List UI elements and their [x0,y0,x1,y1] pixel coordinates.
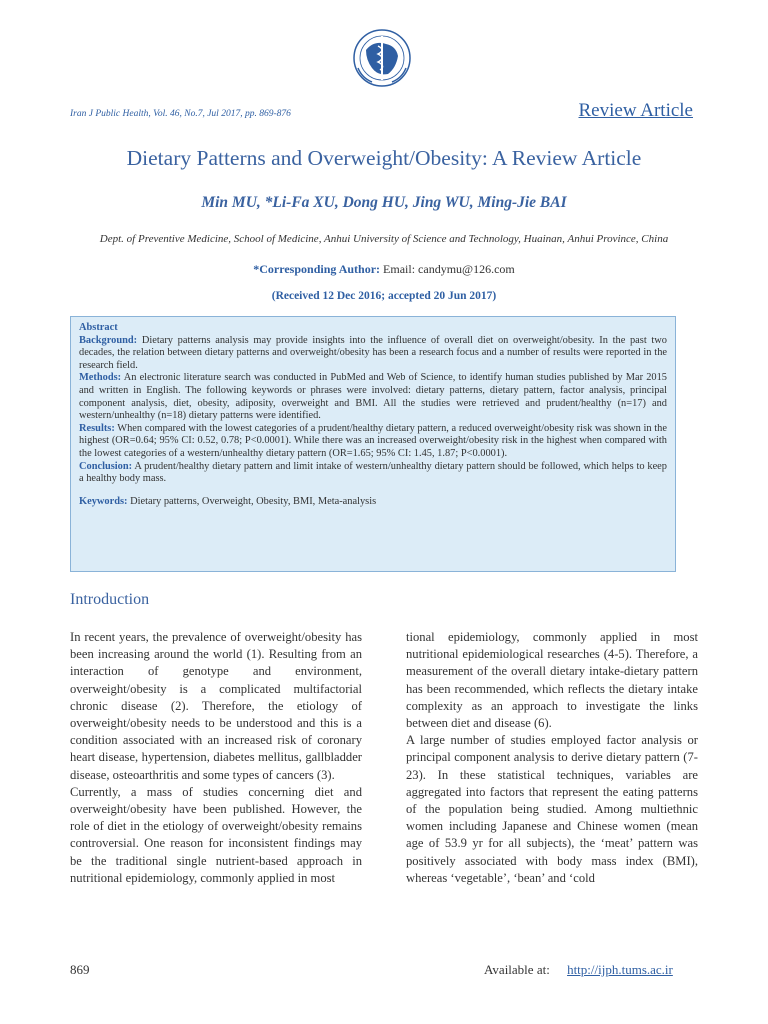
paragraph: tional epidemiology, commonly applied in most nutritional epidemiological researches (4-5). Therefore, a measurement of the overall dietary intake-dietary pattern has been recommended, which reflects the dietary intake complexity as an approach to investigate the links between diet and disease (6). [406,630,698,731]
abstract-keywords [79,496,667,509]
introduction-heading: Introduction [70,591,150,608]
results-text: When compared with the lowest categories of a prudent/healthy dietary pattern, a reduced overweight/obesity risk was shown in the highest (OR=0.64; 95% CI: 0.52, 0.78; P<0.0001). While there was an increased overweight/obesity risk in the highest when compared with the lowest categories of a western/unhealthy dietary pattern (OR=1.65; 95% CI: 1.45, 1.87; P<0.0001). [79,422,667,459]
methods-label: Methods: [79,372,122,384]
keywords-label: Keywords: [79,495,128,507]
corresponding-email: Email: candymu@126.com [383,262,515,276]
corresponding-label: *Corresponding Author: [253,262,381,276]
abstract-heading: Abstract [79,322,118,333]
abstract-methods [79,372,667,422]
body-column-left [70,629,362,939]
keywords-text: Dietary patterns, Overweight, Obesity, BMI, Meta-analysis [130,495,377,507]
conclusion-text: A prudent/healthy dietary pattern and limit intake of western/unhealthy dietary pattern should be followed, which helps to keep a healthy body mass. [79,460,667,485]
journal-logo-icon [352,28,412,88]
received-dates: (Received 12 Dec 2016; accepted 20 Jun 2017) [271,290,497,302]
abstract-conclusion [79,461,667,486]
paragraph: In recent years, the prevalence of overweight/obesity has been increasing around the world (1). Resulting from an interaction of genotype and environment, overweight/obesity is a complicated multifactorial chronic disease (2). Therefore, the etiology of overweight/obesity needs to be understood and this is a condition associated with an increased risk of coronary heart disease, hypertension, diabetes mellitus, gallbladder disease, osteoarthritis and some types of cancers (3). [70,630,362,782]
abstract-box [70,316,676,572]
journal-url-link[interactable]: http://ijph.tums.ac.ir [567,962,673,977]
author-list: Min MU, *Li-Fa XU, Dong HU, Jing WU, Ming-Jie BAI [201,194,567,211]
affiliation: Dept. of Preventive Medicine, School of Medicine, Anhui University of Science and Technology, Huainan, Anhui Province, China [99,233,669,245]
availability-line [484,962,673,978]
abstract-results [79,423,667,461]
methods-text: An electronic literature search was conducted in PubMed and Web of Science, to identify human studies published by Mar 2015 and written in English. The following keywords or phrases were involved: dietary patterns, dietary pattern, factor analysis, principal component analysis, diet, obesity, adiposity, overweight and BMI. All the studies were retrieved and prudent/healthy (n=17) and western/unhealthy (n=18) dietary patterns were identified. [79,372,667,422]
journal-citation: Iran J Public Health, Vol. 46, No.7, Jul 2017, pp. 869-876 [70,109,291,119]
background-label: Background: [79,334,138,346]
paragraph: Currently, a mass of studies concerning diet and overweight/obesity have been published. However, the role of diet in the etiology of overweight/obesity remains controversial. One reason for inconsistent findings may be the traditional single nutrient-based approach in nutritional epidemiology, commonly applied in most [70,784,362,885]
article-type-label: Review Article [578,100,693,121]
paragraph: A large number of studies employed factor analysis or principal component analysis to derive dietary pattern (7-23). In these statistical techniques, variables are aggregated into factors that represent the eating patterns of the population being studied. Among multiethnic women including Japanese and Chinese women (mean age of 53.9 yr for all subjects), the ‘meat’ pattern was positively associated with body mass index (BMI), whereas ‘vegetable’, ‘bean’ and ‘cold [406,733,698,885]
page-number: 869 [70,962,90,977]
background-text: Dietary patterns analysis may provide insights into the influence of overall diet on overweight/obesity. In the past two decades, the relation between dietary patterns and overweight/obesity has been a research focus and a number of results were reported in the research field. [79,334,667,371]
corresponding-author [0,262,768,277]
results-label: Results: [79,422,115,434]
abstract-background [79,335,667,373]
body-column-right [406,629,698,939]
article-title: Dietary Patterns and Overweight/Obesity: A Review Article [126,146,642,170]
available-label: Available at: [484,962,550,977]
conclusion-label: Conclusion: [79,460,133,472]
